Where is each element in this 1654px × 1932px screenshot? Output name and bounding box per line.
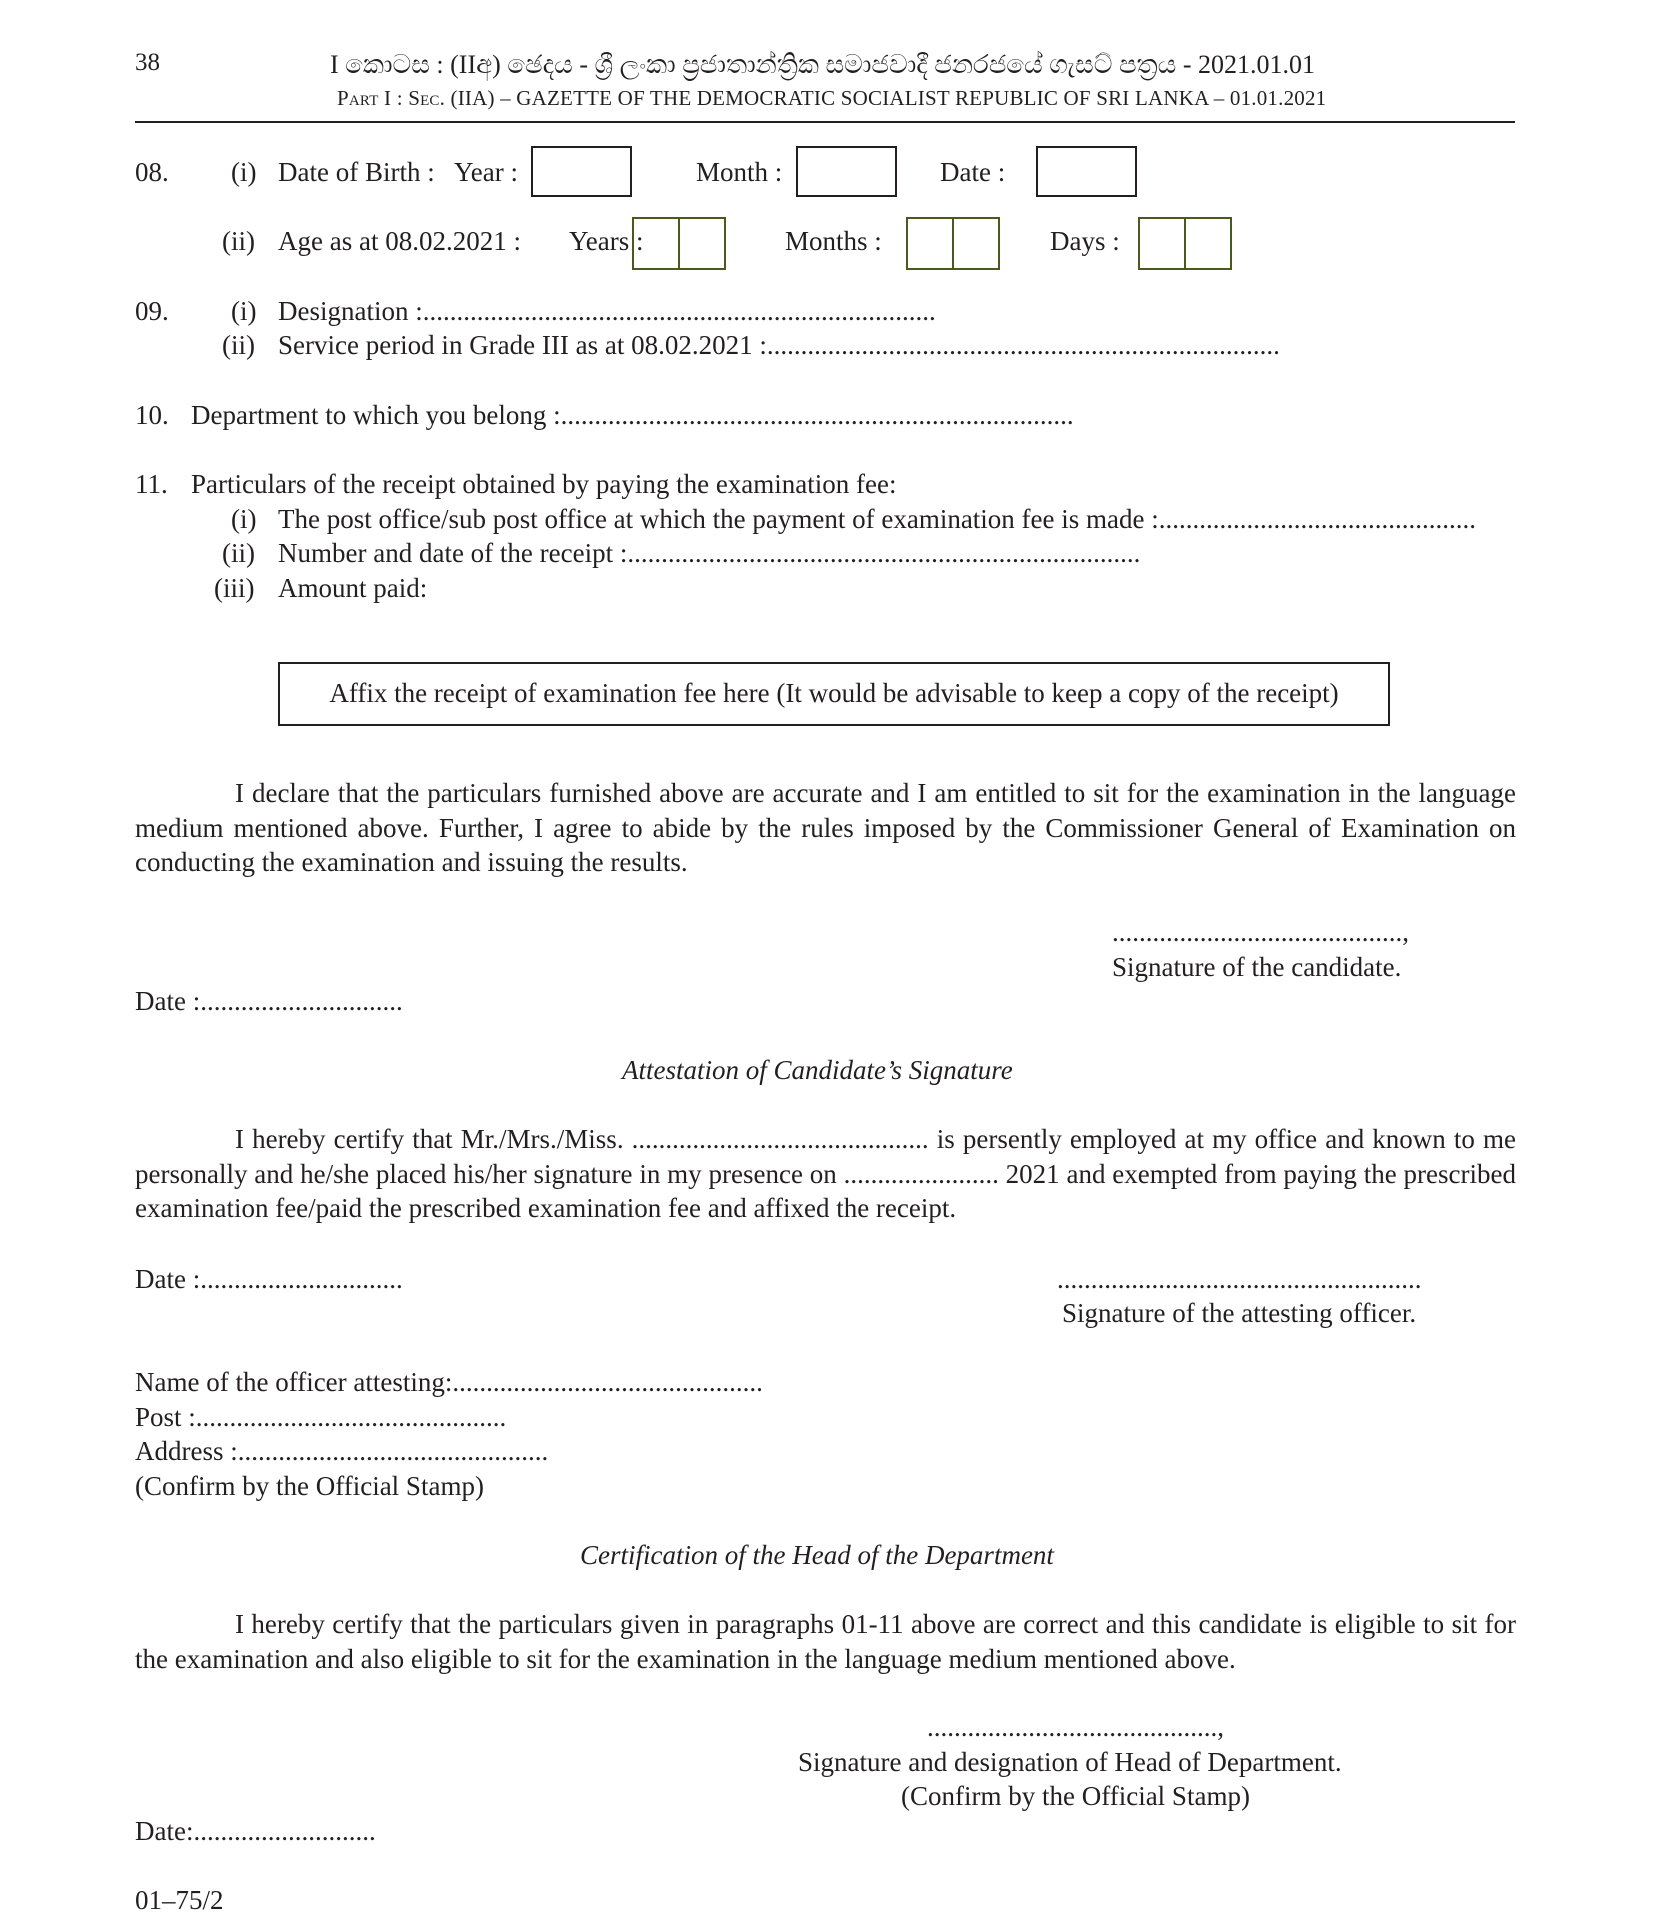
q11-heading: Particulars of the receipt obtained by paying the examination fee: [191, 469, 897, 499]
header-rest: (IIA) – GAZETTE OF THE DEMOCRATIC SOCIALIST REPUBLIC OF SRI LANKA – 01.01.2021 [450, 86, 1327, 110]
q11-i-label: (i) [231, 504, 257, 534]
attestation-paragraph [135, 1122, 1516, 1226]
month-label: Month : [696, 157, 783, 187]
designation-line[interactable]: Designation :............................................................................ [278, 296, 936, 326]
months-label: Months : [785, 226, 882, 256]
head-signature-dots[interactable]: ..........................................., [927, 1712, 1224, 1742]
q08-i-label: (i) [231, 157, 257, 187]
amount-paid-label: Amount paid: [278, 573, 428, 603]
candidate-signature-dots[interactable]: ..........................................., [1112, 917, 1409, 947]
year-input-box[interactable] [531, 146, 632, 197]
header-colon: : [396, 86, 403, 110]
attesting-signature-label: Signature of the attesting officer. [1062, 1298, 1417, 1328]
attesting-officer-post-line[interactable]: Post :.............................................. [135, 1402, 507, 1432]
certification-paragraph [135, 1607, 1516, 1676]
q11-ii-label: (ii) [222, 538, 255, 568]
attesting-signature-dots[interactable]: ...................................................... [1057, 1264, 1422, 1294]
days-input-box[interactable] [1138, 217, 1232, 270]
q09-ii-label: (ii) [222, 330, 255, 360]
post-office-line[interactable]: The post office/sub post office at which the payment of examination fee is made :............................................... [278, 504, 1476, 534]
declaration-paragraph [135, 776, 1516, 880]
footer-code: 01–75/2 [135, 1885, 224, 1915]
year-label: Year : [454, 157, 519, 187]
certification-date-line[interactable]: Date:........................... [135, 1816, 376, 1846]
days-label: Days : [1050, 226, 1120, 256]
receipt-affix-box: Affix the receipt of examination fee here (It would be advisable to keep a copy of the receipt) [278, 662, 1390, 726]
dob-label: Date of Birth : [278, 157, 435, 187]
attesting-officer-address-line[interactable]: Address :.............................................. [135, 1436, 549, 1466]
certification-title: Certification of the Head of the Department [580, 1540, 1054, 1570]
q08-ii-label: (ii) [222, 226, 255, 256]
date-label: Date : [940, 157, 1006, 187]
date-input-box[interactable] [1036, 146, 1137, 197]
page-number: 38 [135, 49, 160, 76]
certification-stamp-note: (Confirm by the Official Stamp) [901, 1781, 1250, 1811]
attestation-text: I hereby certify that Mr./Mrs./Miss. ............................................ is persently employed at my office and known to me personally and he/she placed his/her signature in my presence on ....................... 2021 and exempted from paying the prescribed examination fee/paid the prescribed examination fee and affixed the receipt. [135, 1124, 1516, 1223]
candidate-signature-label: Signature of the candidate. [1112, 952, 1402, 982]
service-period-line[interactable]: Service period in Grade III as at 08.02.2021 :............................................................................ [278, 330, 1280, 360]
q11-iii-label: (iii) [214, 573, 255, 603]
header-sec: Sec. [408, 86, 446, 110]
years-input-box[interactable] [632, 217, 726, 270]
attestation-date-line[interactable]: Date :.............................. [135, 1264, 403, 1294]
attesting-officer-name-line[interactable]: Name of the officer attesting:.............................................. [135, 1367, 763, 1397]
month-input-box[interactable] [796, 146, 897, 197]
attestation-title: Attestation of Candidate’s Signature [622, 1055, 1013, 1085]
header-part: Part I [337, 86, 392, 110]
english-header-title [337, 86, 1326, 111]
age-label: Age as at 08.02.2021 : [278, 226, 521, 256]
receipt-number-line[interactable]: Number and date of the receipt :............................................................................ [278, 538, 1141, 568]
declaration-text: I declare that the particulars furnished above are accurate and I am entitled to sit for the examination in the language medium mentioned above. Further, I agree to abide by the rules imposed by the Commissioner General of Examination on conducting the examination and issuing the results. [135, 778, 1516, 877]
q08-number: 08. [135, 157, 169, 187]
q09-number: 09. [135, 296, 169, 326]
attestation-stamp-note: (Confirm by the Official Stamp) [135, 1471, 484, 1501]
header-rule [135, 121, 1515, 123]
department-line[interactable]: Department to which you belong :............................................................................ [191, 400, 1074, 430]
q10-number: 10. [135, 400, 169, 430]
years-label: Years : [569, 226, 644, 256]
months-input-box[interactable] [906, 217, 1000, 270]
certification-text: I hereby certify that the particulars given in paragraphs 01-11 above are correct and this candidate is eligible to sit for the examination and also eligible to sit for the examination in the language medium mentioned above. [135, 1609, 1516, 1674]
head-signature-label: Signature and designation of Head of Department. [798, 1747, 1342, 1777]
candidate-date-line[interactable]: Date :.............................. [135, 986, 403, 1016]
q11-number: 11. [135, 469, 168, 499]
sinhala-header-title: I කොටස : (IIඅ) ඡෙදය - ශ්‍රී ලංකා ප්‍රජාතාන්ත්‍රික සමාජවාදී ජනරජයේ ගැසට් පත්‍රය - 2021.01.01 [330, 50, 1316, 79]
q09-i-label: (i) [231, 296, 257, 326]
